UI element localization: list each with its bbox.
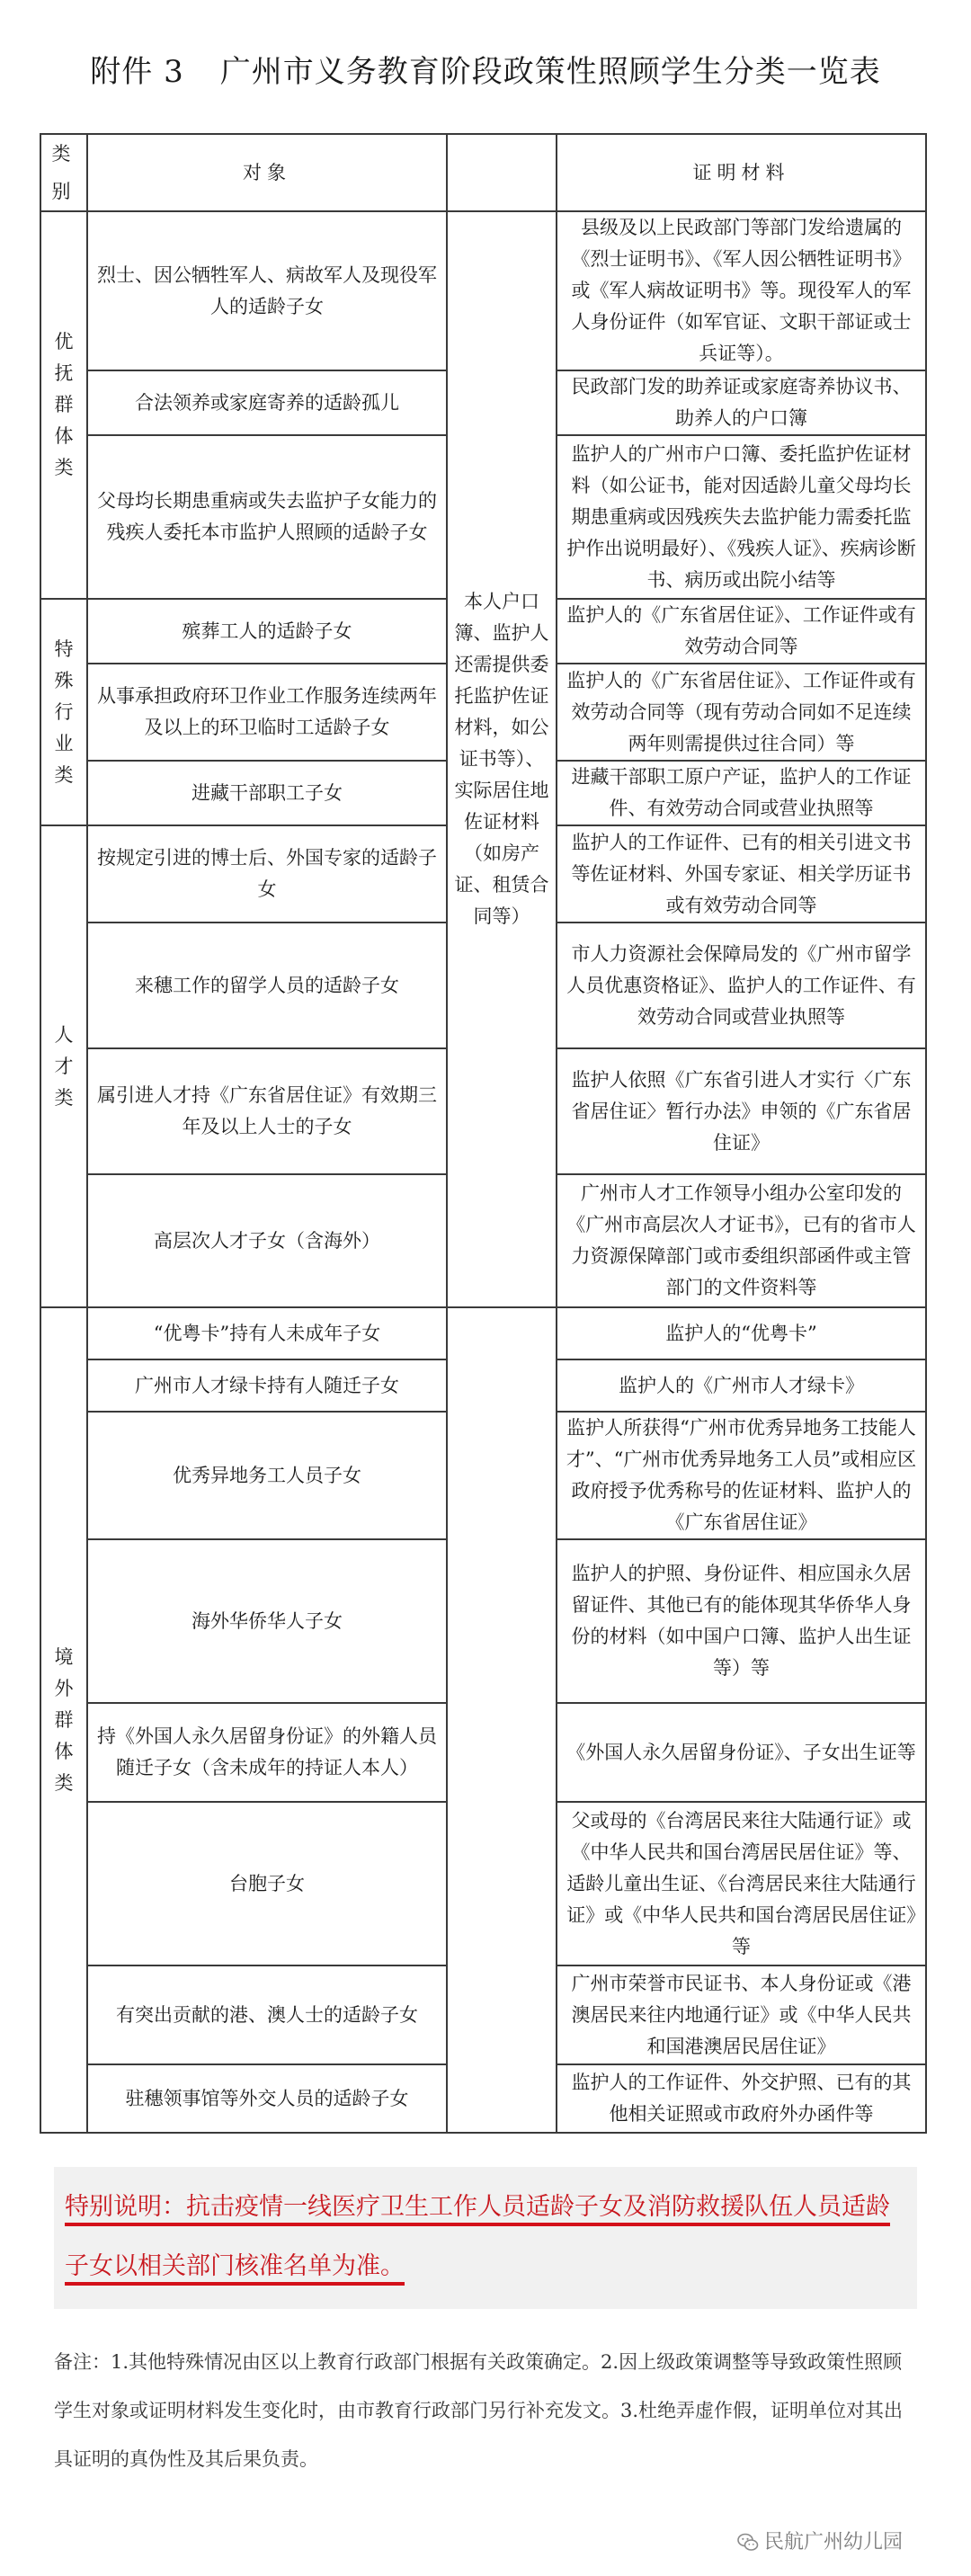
table-row [40, 211, 926, 370]
target-cell: 父母均长期患重病或失去监护子女能力的残疾人委托本市监护人照顾的适龄子女 [87, 435, 447, 599]
proof-cell: 监护人的工作证件、已有的相关引进文书等佐证材料、外国专家证、相关学历证书或有效劳动合同等 [557, 825, 926, 923]
proof-cell: 监护人所获得“广州市优秀异地务工技能人才”、“广州市优秀异地务工人员”或相应区政府授予优秀称号的佐证材料、监护人的《广东省居住证》 [557, 1412, 926, 1539]
category-cell: 特殊行业类 [40, 599, 87, 825]
basic-materials-empty [447, 1307, 557, 2133]
policy-table [40, 133, 927, 2134]
header-target: 对象 [87, 134, 447, 211]
watermark-text: 民航广州幼儿园 [764, 2531, 904, 2554]
special-note-label: 特别说明： [65, 2193, 186, 2221]
target-cell: 属引进人才持《广东省居住证》有效期三年及以上人士的子女 [87, 1048, 447, 1174]
target-cell: 海外华侨华人子女 [87, 1539, 447, 1703]
special-note-text-2: 子女以相关部门核准名单为准。 [65, 2252, 405, 2286]
target-cell: 台胞子女 [87, 1802, 447, 1965]
proof-cell: 广州市荣誉市民证书、本人身份证或《港澳居民来往内地通行证》或《中华人民共和国港澳居民居住证》 [557, 1965, 926, 2064]
special-note [54, 2167, 917, 2309]
category-cell: 境外群体类 [40, 1307, 87, 2133]
proof-cell: 监护人的《广东省居住证》、工作证件或有效劳动合同等（现有劳动合同如不足连续两年则需提供过往合同）等 [557, 664, 926, 761]
title-prefix: 附件 3 [90, 54, 184, 90]
title-text: 广州市义务教育阶段政策性照顾学生分类一览表 [219, 54, 881, 90]
target-cell: 从事承担政府环卫作业工作服务连续两年及以上的环卫临时工适龄子女 [87, 664, 447, 761]
proof-cell: 监护人的工作证件、外交护照、已有的其他相关证照或市政府外办函件等 [557, 2064, 926, 2133]
target-cell: 有突出贡献的港、澳人士的适龄子女 [87, 1965, 447, 2064]
proof-cell: 监护人的“优粤卡” [557, 1307, 926, 1359]
proof-cell: 监护人依照《广东省引进人才实行〈广东省居住证〉暂行办法》申领的《广东省居住证》 [557, 1048, 926, 1174]
proof-cell: 县级及以上民政部门等部门发给遗属的《烈士证明书》、《军人因公牺牲证明书》或《军人病故证明书》等。现役军人的军人身份证件（如军官证、文职干部证或士兵证等）。 [557, 211, 926, 370]
header-proof: 证明材料 [557, 134, 926, 211]
proof-cell: 市人力资源社会保障局发的《广州市留学人员优惠资格证》、监护人的工作证件、有效劳动合同或营业执照等 [557, 923, 926, 1048]
table-header-row [40, 134, 926, 211]
header-basic [447, 134, 557, 211]
target-cell: 广州市人才绿卡持有人随迁子女 [87, 1359, 447, 1412]
wechat-icon [737, 2533, 759, 2553]
target-cell: 优秀异地务工人员子女 [87, 1412, 447, 1539]
proof-cell: 进藏干部职工原户产证，监护人的工作证件、有效劳动合同或营业执照等 [557, 761, 926, 825]
target-cell: “优粤卡”持有人未成年子女 [87, 1307, 447, 1359]
proof-cell: 监护人的《广州市人才绿卡》 [557, 1359, 926, 1412]
target-cell: 持《外国人永久居留身份证》的外籍人员随迁子女（含未成年的持证人本人） [87, 1703, 447, 1802]
target-cell: 进藏干部职工子女 [87, 761, 447, 825]
proof-cell: 监护人的《广东省居住证》、工作证件或有效劳动合同等 [557, 599, 926, 664]
category-cell: 优抚群体类 [40, 211, 87, 599]
proof-cell: 监护人的广州市户口簿、委托监护佐证材料（如公证书，能对因适龄儿童父母均长期患重病或因残疾失去监护能力需委托监护作出说明最好）、《残疾人证》、疾病诊断书、病历或出院小结等 [557, 435, 926, 599]
target-cell: 殡葬工人的适龄子女 [87, 599, 447, 664]
special-note-line-1 [65, 2178, 908, 2237]
target-cell: 高层次人才子女（含海外） [87, 1174, 447, 1307]
category-cell: 人才类 [40, 825, 87, 1307]
target-cell: 来穗工作的留学人员的适龄子女 [87, 923, 447, 1048]
proof-cell: 广州市人才工作领导小组办公室印发的《广州市高层次人才证书》，已有的省市人力资源保障部门或市委组织部函件或主管部门的文件资料等 [557, 1174, 926, 1307]
proof-cell: 民政部门发的助养证或家庭寄养协议书、助养人的户口簿 [557, 370, 926, 435]
target-cell: 合法领养或家庭寄养的适龄孤儿 [87, 370, 447, 435]
proof-cell: 父或母的《台湾居民来往大陆通行证》或《中华人民共和国台湾居民居住证》等、适龄儿童出生证、《台湾居民来往大陆通行证》或《中华人民共和国台湾居民居住证》等 [557, 1802, 926, 1965]
proof-cell: 监护人的护照、身份证件、相应国永久居留证件、其他已有的能体现其华侨华人身份的材料（如中国户口簿、监护人出生证等）等 [557, 1539, 926, 1703]
page-title [0, 47, 971, 91]
special-note-text-1: 抗击疫情一线医疗卫生工作人员适龄子女及消防救援队伍人员适龄 [186, 2193, 890, 2221]
header-category: 类别 [40, 134, 87, 211]
target-cell: 按规定引进的博士后、外国专家的适龄子女 [87, 825, 447, 923]
target-cell: 烈士、因公牺牲军人、病故军人及现役军人的适龄子女 [87, 211, 447, 370]
table-row [40, 1307, 926, 1359]
target-cell: 驻穗领事馆等外交人员的适龄子女 [87, 2064, 447, 2133]
proof-cell: 《外国人永久居留身份证》、子女出生证等 [557, 1703, 926, 1802]
watermark [737, 2527, 903, 2554]
remarks: 备注：1.其他特殊情况由区以上教育行政部门根据有关政策确定。2.因上级政策调整等导致政策性照顾学生对象或证明材料发生变化时，由市教育行政部门另行补充发文。3.杜绝弄虚作假，证明单位对其出具证明的真伪性及其后果负责。 [54, 2351, 904, 2470]
special-note-line-2 [65, 2237, 908, 2296]
basic-materials-cell: 本人户口簿、监护人还需提供委托监护佐证材料，如公证书等）、实际居住地佐证材料（如房产证、租赁合同等） [447, 211, 557, 1307]
